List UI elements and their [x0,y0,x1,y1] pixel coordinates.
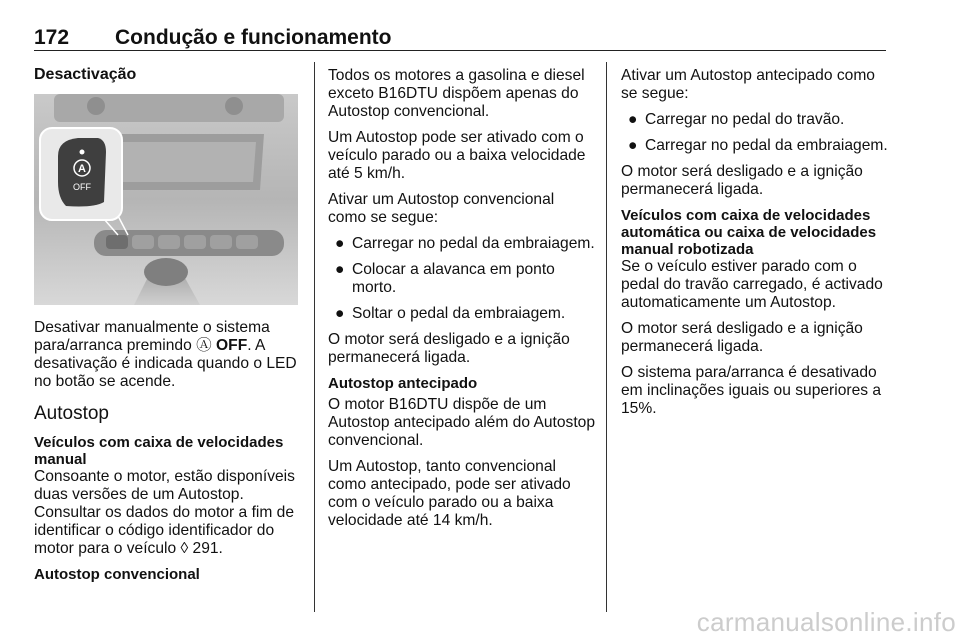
list-item: ● Carregar no pedal da embraiagem. [628,137,888,154]
paragraph-desativar: Desativar manualmente o sistema para/arranca premindo Ⓐ OFF. A desativação é indicada quando o LED no botão se acende. [34,319,297,390]
paragraph-b16dtu: O motor B16DTU dispõe de um Autostop antecipado além do Autostop convencional. [328,396,596,449]
list-item: ● Carregar no pedal do travão. [628,111,845,128]
paragraph-consoante: Consoante o motor, estão disponíveis duas versões de um Autostop. Consultar os dados do motor a fim de identificar o código identificador do motor para o veículo ◊ 291. [34,468,295,557]
paragraph-ativado-5kmh: Um Autostop pode ser ativado com o veículo parado ou a baixa velocidade até 5 km/h. [328,129,586,182]
paragraph-motores: Todos os motores a gasolina e diesel exceto B16DTU dispõem apenas do Autostop convencional. [328,67,585,120]
paragraph-ativar-antecipado: Ativar um Autostop antecipado como se segue: [621,67,875,102]
list-item: ● Colocar a alavanca em ponto morto. [335,261,555,296]
watermark: carmanualsonline.info [696,607,956,637]
paragraph-motor-desligado-2: O motor será desligado e a ignição permanecerá ligada. [621,320,863,355]
column-3 [621,67,889,426]
off-label: OFF [73,182,91,192]
svg-text:A: A [78,163,86,175]
paragraph-inclinacoes: O sistema para/arranca é desativado em inclinações iguais ou superiores a 15%. [621,364,882,417]
page-title: Condução e funcionamento [115,26,392,49]
paragraph-motor-desligado: O motor será desligado e a ignição permanecerá ligada. [621,163,863,198]
led-indicator [80,150,85,155]
page-number: 172 [34,26,70,49]
page-reference: ◊ 291. [180,540,223,557]
column-divider-1 [314,62,315,612]
figure-autostop-button [34,94,298,305]
paragraph-travao: Se o veículo estiver parado com o pedal do travão carregado, é activado automaticamente um Autostop. [621,258,883,311]
vent-knob-right [225,97,243,115]
paragraph-ativar-convencional: Ativar um Autostop convencional como se segue: [328,191,555,226]
column-1 [34,66,300,583]
section-heading-desactivacao: Desactivação [34,66,137,83]
off-keyword: OFF [216,337,248,354]
paragraph-motor-desligado: O motor será desligado e a ignição permanecerá ligada. [328,331,570,366]
autostop-symbol: Ⓐ [196,337,212,354]
subheading-manual: Veículos com caixa de velocidades manual [34,434,284,468]
subheading-automatica: Veículos com caixa de velocidades automática ou caixa de velocidades manual robotizada [621,207,877,258]
list-item: ● Carregar no pedal da embraiagem. [335,235,595,252]
vent-knob-left [87,97,105,115]
autostop-button-small [106,235,128,249]
bullet-list-antecipado [621,111,889,155]
column-2 [328,67,596,538]
column-divider-2 [606,62,607,612]
subheading-antecipado: Autostop antecipado [328,375,478,392]
subheading-convencional: Autostop convencional [34,566,200,583]
bullet-list-convencional [328,235,596,323]
section-heading-autostop: Autostop [34,403,109,424]
paragraph-14kmh: Um Autostop, tanto convencional como antecipado, pode ser ativado com o veículo parado ou a baixa velocidade até 14 km/h. [328,458,571,529]
list-item: ● Soltar o pedal da embraiagem. [335,305,566,322]
console-illustration [34,94,298,305]
page-header [34,22,886,51]
